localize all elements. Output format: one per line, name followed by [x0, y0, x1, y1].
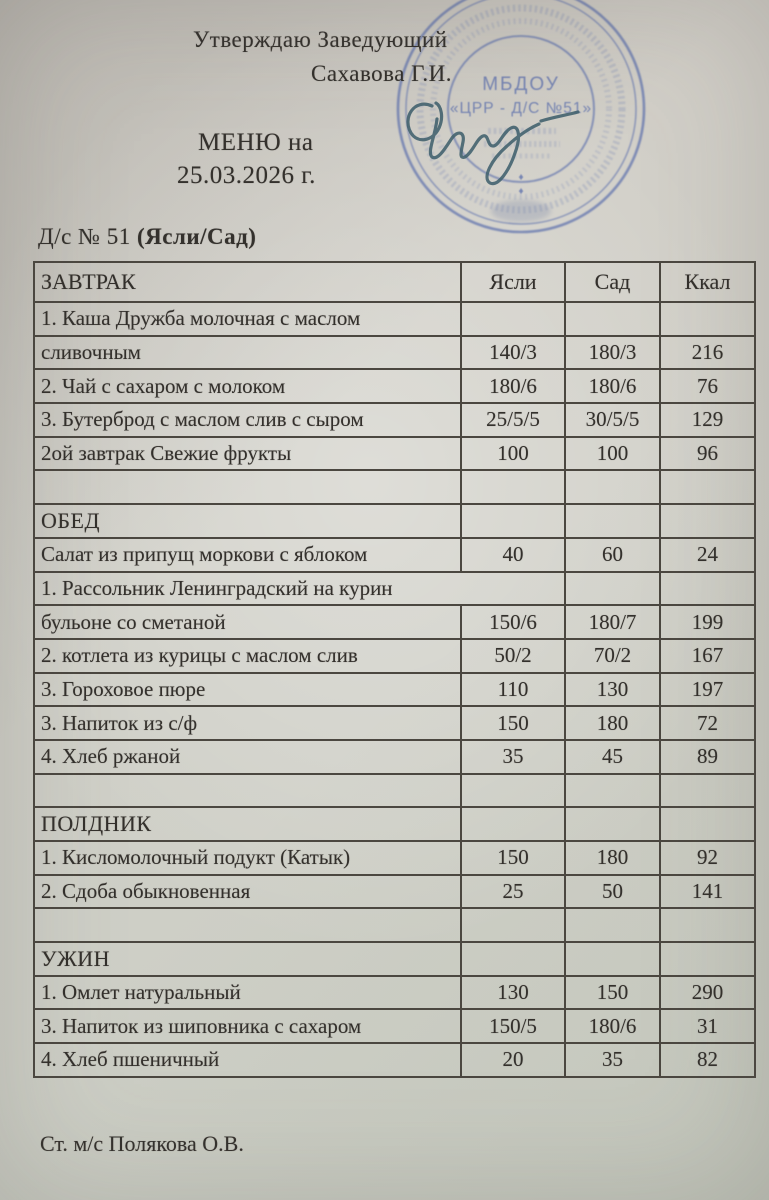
sad-cell	[565, 470, 660, 504]
table-row	[34, 369, 755, 403]
yasli-cell: 140/3	[461, 336, 565, 370]
kkal-cell: 92	[660, 841, 755, 875]
kkal-cell	[660, 908, 755, 942]
table-row	[34, 336, 755, 370]
stamp-org-abbr: МБДОУ	[482, 74, 560, 95]
kkal-cell: 31	[660, 1009, 755, 1043]
yasli-cell: 100	[461, 437, 565, 471]
sad-cell: 100	[565, 437, 660, 471]
yasli-cell: Ясли	[461, 262, 565, 302]
sad-cell: 30/5/5	[565, 403, 660, 437]
dish-cell: ОБЕД	[34, 504, 461, 538]
table-row	[34, 706, 755, 740]
sad-cell: 70/2	[565, 639, 660, 673]
kkal-cell: 24	[660, 538, 755, 572]
yasli-cell: 150/5	[461, 1009, 565, 1043]
sad-cell: 180/6	[565, 1009, 660, 1043]
sad-cell: 35	[565, 1043, 660, 1077]
stamp-smudge	[491, 200, 551, 222]
table-row	[34, 673, 755, 707]
table-row	[34, 1043, 755, 1077]
dish-cell: УЖИН	[34, 942, 461, 976]
kindergarten-number: Д/с № 51	[38, 224, 137, 249]
yasli-cell: 20	[461, 1043, 565, 1077]
dish-cell: бульоне со сметаной	[34, 605, 461, 639]
table-row	[34, 538, 755, 572]
table-row	[34, 807, 755, 841]
yasli-cell	[461, 302, 565, 336]
table-row	[34, 639, 755, 673]
yasli-cell: 110	[461, 673, 565, 707]
approval-title: Утверждаю Заведующий	[193, 27, 448, 52]
stamp-dot: ♦	[518, 172, 524, 183]
kkal-cell: 290	[660, 976, 755, 1010]
yasli-cell: 180/6	[461, 369, 565, 403]
dish-cell: 4. Хлеб пшеничный	[34, 1043, 461, 1077]
kindergarten-subtitle	[38, 224, 256, 250]
dish-cell: 2. Чай с сахаром с молоком	[34, 369, 461, 403]
approver-name: Сахавова Г.И.	[311, 61, 452, 86]
menu-table	[33, 261, 756, 1078]
kkal-cell: 72	[660, 706, 755, 740]
kkal-cell	[660, 572, 755, 606]
stamp-dot: ♦	[518, 186, 524, 197]
yasli-cell: 35	[461, 740, 565, 774]
table-row	[34, 403, 755, 437]
sad-cell	[565, 572, 660, 606]
sad-cell: 130	[565, 673, 660, 707]
yasli-cell	[461, 807, 565, 841]
yasli-cell: 150/6	[461, 605, 565, 639]
table-row	[34, 841, 755, 875]
kkal-cell	[660, 942, 755, 976]
yasli-cell: 25	[461, 875, 565, 909]
kkal-cell: 167	[660, 639, 755, 673]
sad-cell: 50	[565, 875, 660, 909]
kkal-cell: 199	[660, 605, 755, 639]
table-row	[34, 942, 755, 976]
nurse-signature-line: Ст. м/с Полякова О.В.	[40, 1131, 244, 1156]
table-row	[34, 740, 755, 774]
sad-cell	[565, 942, 660, 976]
dish-cell	[34, 774, 461, 808]
table-row	[34, 605, 755, 639]
menu-date: 25.03.2026 г.	[177, 162, 316, 189]
sad-cell: 180	[565, 706, 660, 740]
table-row	[34, 302, 755, 336]
sad-cell	[565, 908, 660, 942]
dish-cell: 3. Напиток из с/ф	[34, 706, 461, 740]
sad-cell: 180/7	[565, 605, 660, 639]
dish-cell: сливочным	[34, 336, 461, 370]
kkal-cell: 89	[660, 740, 755, 774]
dish-cell: 1. Омлет натуральный	[34, 976, 461, 1010]
sad-cell: 180	[565, 841, 660, 875]
kkal-cell	[660, 504, 755, 538]
dish-cell: 3. Напиток из шиповника с сахаром	[34, 1009, 461, 1043]
dish-cell: Салат из припущ моркови с яблоком	[34, 538, 461, 572]
yasli-cell: 40	[461, 538, 565, 572]
kkal-cell: Ккал	[660, 262, 755, 302]
sad-cell: 150	[565, 976, 660, 1010]
yasli-cell: 130	[461, 976, 565, 1010]
kkal-cell	[660, 807, 755, 841]
group-type-label: (Ясли/Сад)	[136, 224, 257, 249]
table-row	[34, 470, 755, 504]
sad-cell	[565, 807, 660, 841]
table-row	[34, 875, 755, 909]
kkal-cell: 141	[660, 875, 755, 909]
yasli-cell	[461, 470, 565, 504]
dish-cell: ПОЛДНИК	[34, 807, 461, 841]
kkal-cell: 76	[660, 369, 755, 403]
dish-cell	[34, 470, 461, 504]
table-row	[34, 976, 755, 1010]
dish-cell: 1. Кисломолочный подукт (Катык)	[34, 841, 461, 875]
table-row	[34, 262, 755, 302]
sad-cell	[565, 302, 660, 336]
table-row	[34, 437, 755, 471]
sad-cell	[565, 774, 660, 808]
yasli-cell: 50/2	[461, 639, 565, 673]
yasli-cell: 150	[461, 706, 565, 740]
sad-cell	[565, 504, 660, 538]
sad-cell: 60	[565, 538, 660, 572]
dish-cell: 3. Бутерброд с маслом слив с сыром	[34, 403, 461, 437]
table-row	[34, 1009, 755, 1043]
table-row	[34, 504, 755, 538]
table-row	[34, 774, 755, 808]
table-row	[34, 572, 755, 606]
sad-cell: 45	[565, 740, 660, 774]
dish-cell: 2ой завтрак Свежие фрукты	[34, 437, 461, 471]
yasli-cell	[461, 942, 565, 976]
dish-cell	[34, 908, 461, 942]
kkal-cell: 197	[660, 673, 755, 707]
kkal-cell	[660, 302, 755, 336]
yasli-cell	[461, 908, 565, 942]
stamp-org-name: «ЦРР - Д/С №51»	[449, 100, 593, 117]
menu-title-line1: МЕНЮ на	[198, 129, 314, 156]
yasli-cell	[461, 774, 565, 808]
sad-cell: 180/3	[565, 336, 660, 370]
dish-cell: 1. Рассольник Ленинградский на курин	[34, 572, 565, 606]
sad-cell: Сад	[565, 262, 660, 302]
dish-cell: ЗАВТРАК	[34, 262, 461, 302]
dish-cell: 4. Хлеб ржаной	[34, 740, 461, 774]
sad-cell: 180/6	[565, 369, 660, 403]
kkal-cell	[660, 774, 755, 808]
dish-cell: 3. Гороховое пюре	[34, 673, 461, 707]
kkal-cell: 129	[660, 403, 755, 437]
yasli-cell: 25/5/5	[461, 403, 565, 437]
yasli-cell: 150	[461, 841, 565, 875]
yasli-cell	[461, 504, 565, 538]
dish-cell: 1. Каша Дружба молочная с маслом	[34, 302, 461, 336]
dish-cell: 2. котлета из курицы с маслом слив	[34, 639, 461, 673]
kkal-cell: 96	[660, 437, 755, 471]
kkal-cell	[660, 470, 755, 504]
kkal-cell: 216	[660, 336, 755, 370]
dish-cell: 2. Сдоба обыкновенная	[34, 875, 461, 909]
table-row	[34, 908, 755, 942]
kkal-cell: 82	[660, 1043, 755, 1077]
